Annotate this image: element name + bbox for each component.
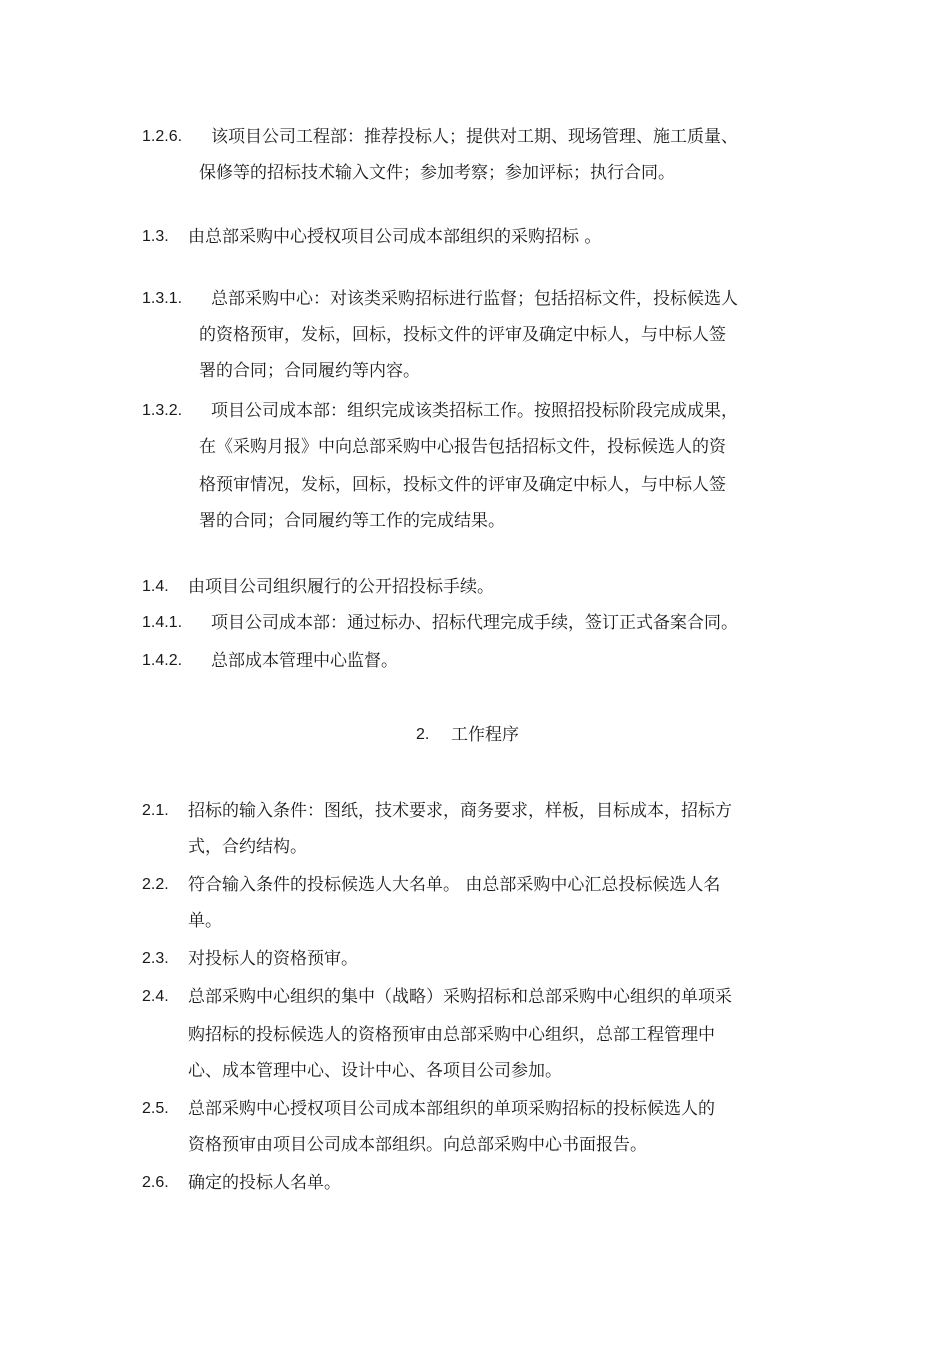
clause-number: 1.4.2. — [142, 652, 183, 669]
clause-number: 1.4.1. — [142, 614, 183, 631]
item-text-line: 总部采购中心组织的集中（战略）采购招标和总部采购中心组织的单项采 — [188, 987, 732, 1007]
clause-text-line: 署的合同；合同履约等工作的完成结果。 — [199, 511, 505, 531]
chapter-number: 2. — [416, 726, 430, 743]
item-text-line: 资格预审由项目公司成本部组织。向总部采购中心书面报告。 — [188, 1135, 647, 1155]
clause-number: 1.2.6. — [142, 128, 183, 145]
chapter-title: 工作程序 — [451, 725, 519, 745]
item-number: 2.5. — [142, 1100, 169, 1117]
clause-text-line: 总部成本管理中心监督。 — [211, 651, 398, 671]
clause-text-line: 由项目公司组织履行的公开招投标手续。 — [188, 577, 494, 597]
clause-text-line: 保修等的招标技术输入文件；参加考察；参加评标；执行合同。 — [199, 163, 675, 183]
clause-text-line: 的资格预审，发标，回标，投标文件的评审及确定中标人，与中标人签 — [199, 325, 726, 345]
clause-text-line: 项目公司成本部：通过标办、招标代理完成手续，签订正式备案合同。 — [211, 613, 738, 633]
item-text-line: 心、成本管理中心、设计中心、各项目公司参加。 — [188, 1061, 562, 1081]
clause-text-line: 署的合同；合同履约等内容。 — [199, 361, 420, 381]
item-number: 2.4. — [142, 988, 169, 1005]
clause-number: 1.4. — [142, 578, 169, 595]
clause-number: 1.3.2. — [142, 402, 183, 419]
item-number: 2.1. — [142, 802, 169, 819]
clause-text-line: 该项目公司工程部：推荐投标人；提供对工期、现场管理、施工质量、 — [211, 127, 738, 147]
item-text-line: 总部采购中心授权项目公司成本部组织的单项采购招标的投标候选人的 — [188, 1099, 715, 1119]
item-text-line: 单。 — [188, 911, 222, 931]
item-text-line: 式，合约结构。 — [188, 837, 307, 857]
clause-number: 1.3.1. — [142, 290, 183, 307]
item-text-line: 符合输入条件的投标候选人大名单。 由总部采购中心汇总投标候选人名 — [188, 875, 721, 895]
item-text-line: 招标的输入条件：图纸，技术要求，商务要求，样板，目标成本，招标方 — [188, 801, 732, 821]
clause-text-line: 在《采购月报》中向总部采购中心报告包括招标文件，投标候选人的资 — [199, 437, 726, 457]
item-text-line: 对投标人的资格预审。 — [188, 949, 358, 969]
clause-text-line: 格预审情况，发标，回标，投标文件的评审及确定中标人，与中标人签 — [199, 475, 726, 495]
clause-number: 1.3. — [142, 228, 169, 245]
item-text-line: 确定的投标人名单。 — [188, 1173, 341, 1193]
clause-text-line: 项目公司成本部：组织完成该类招标工作。按照招投标阶段完成成果， — [211, 401, 738, 421]
item-number: 2.6. — [142, 1174, 169, 1191]
clause-text-line: 总部采购中心：对该类采购招标进行监督；包括招标文件，投标候选人 — [211, 289, 738, 309]
item-number: 2.2. — [142, 876, 169, 893]
item-number: 2.3. — [142, 950, 169, 967]
clause-text-line: 由总部采购中心授权项目公司成本部组织的采购招标 。 — [188, 227, 602, 247]
item-text-line: 购招标的投标候选人的资格预审由总部采购中心组织，总部工程管理中 — [188, 1025, 715, 1045]
